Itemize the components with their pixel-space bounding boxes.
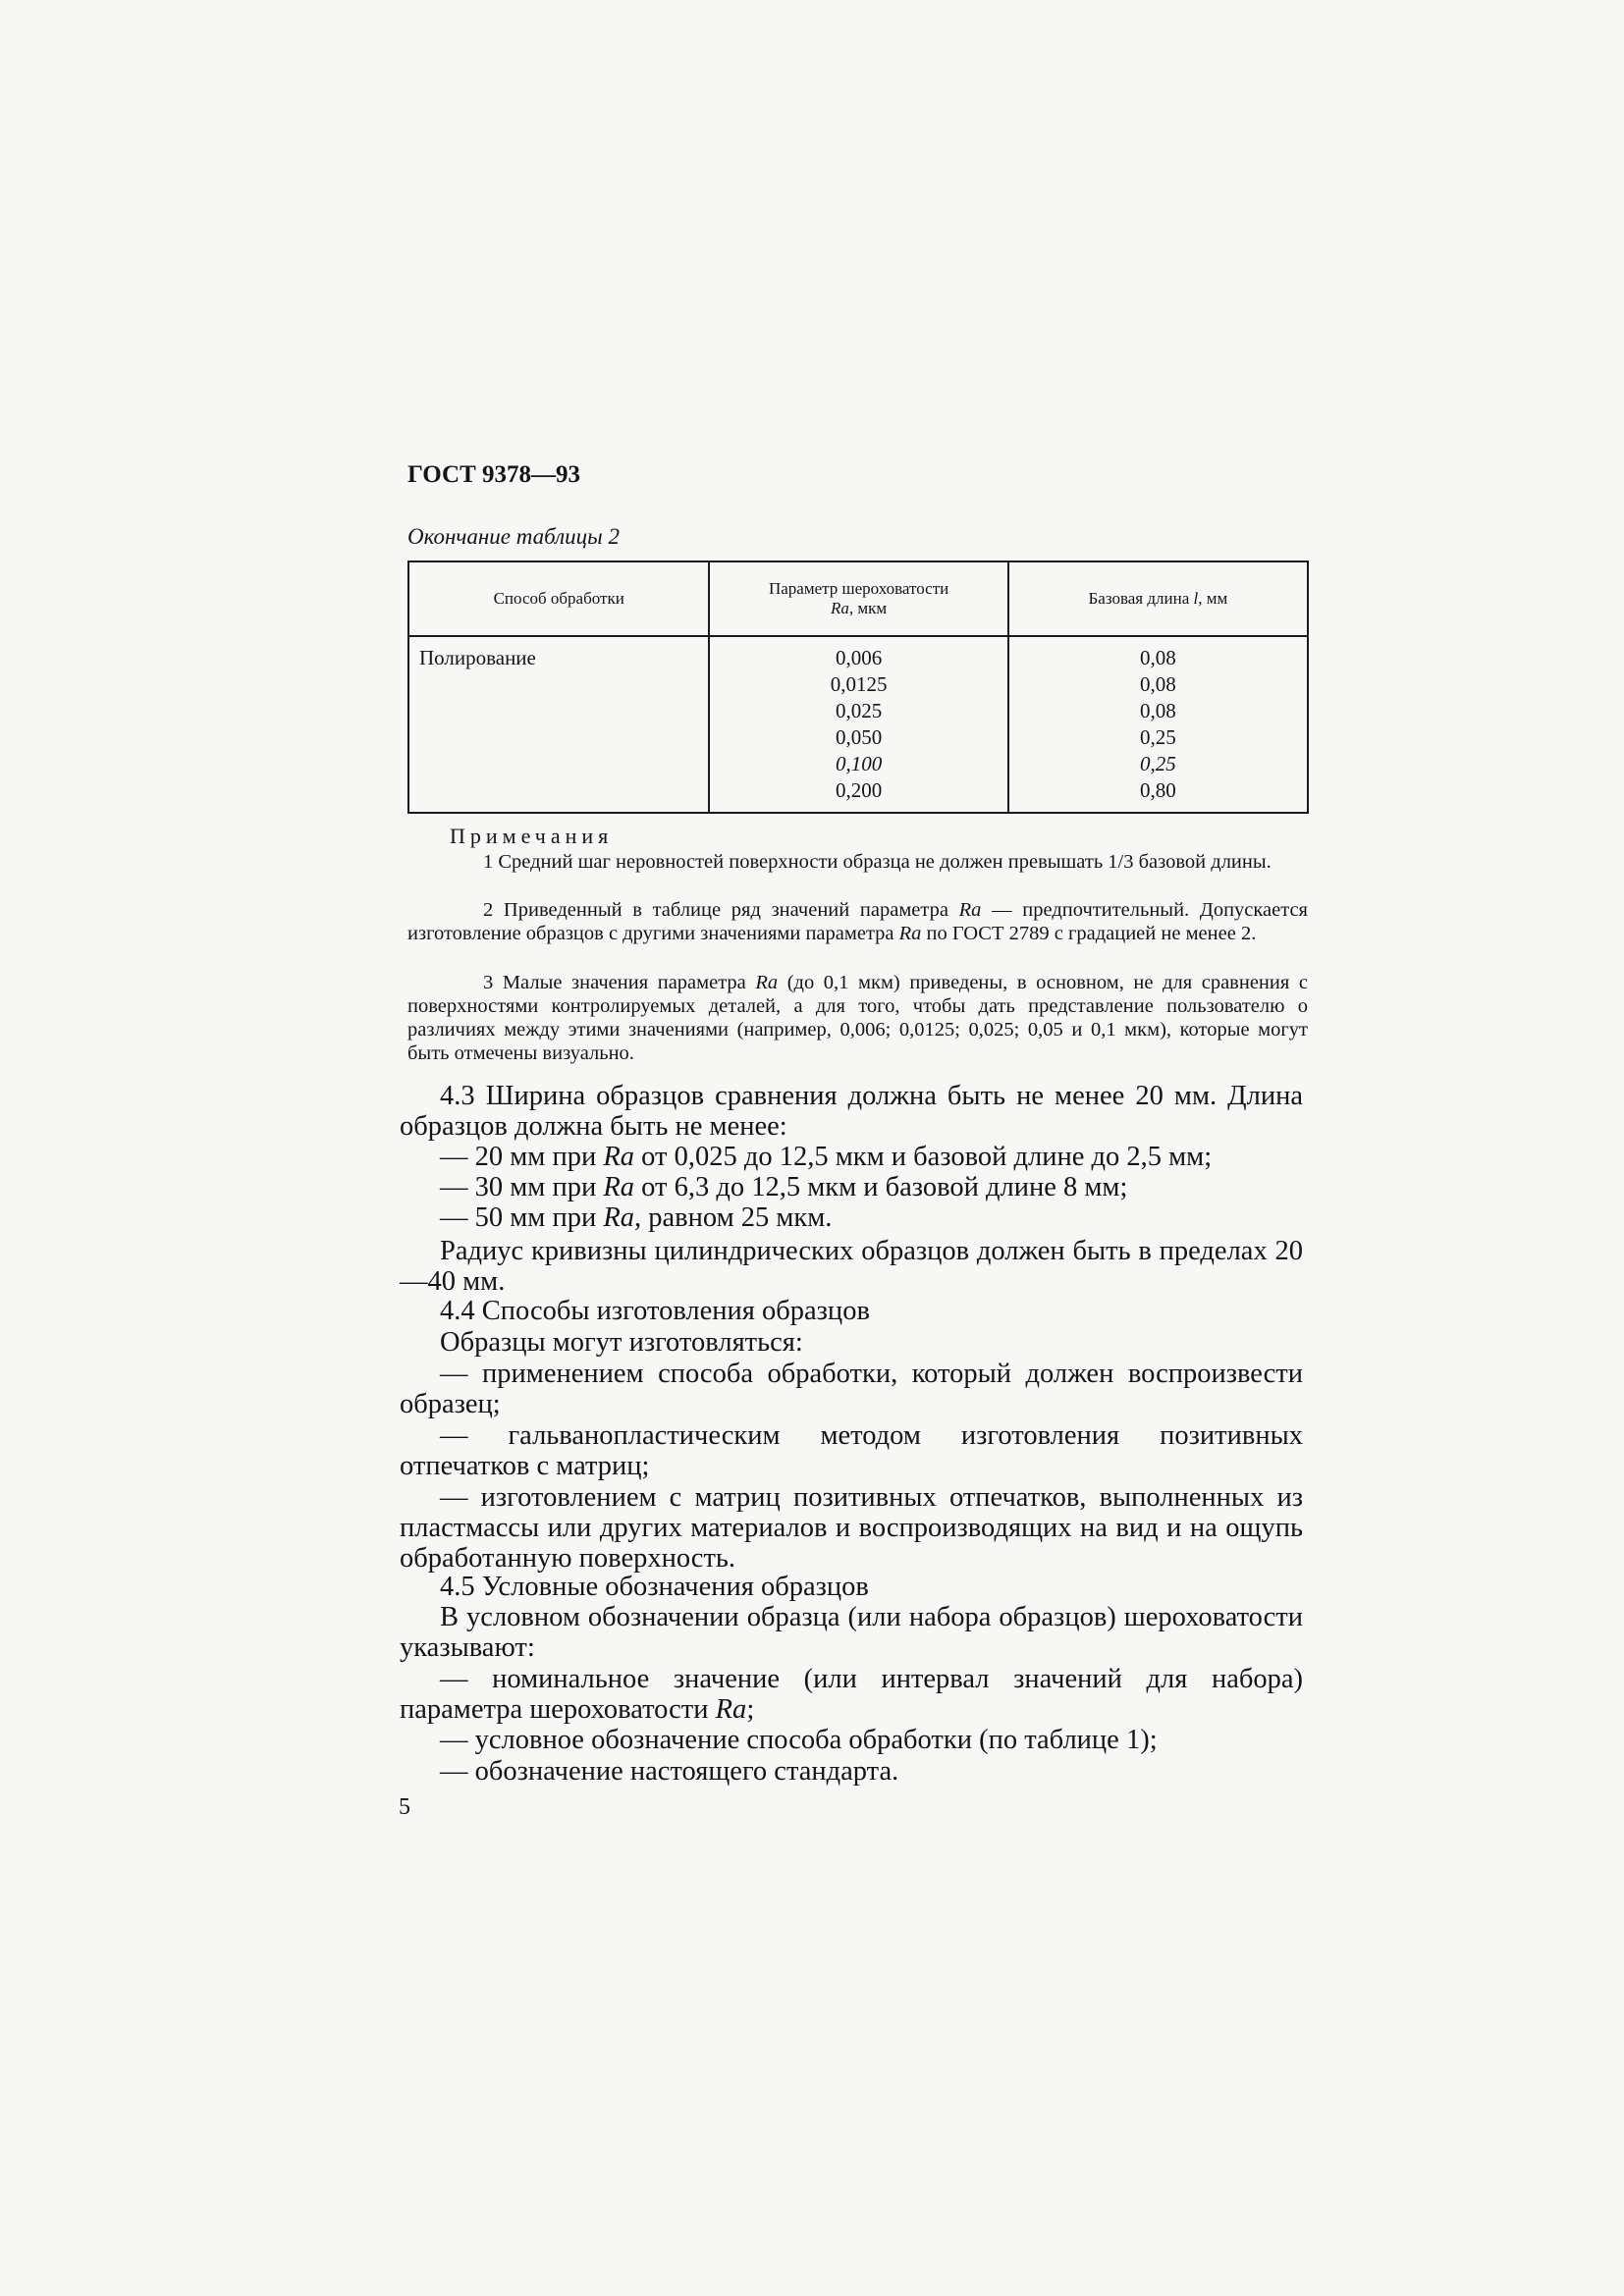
document-code: ГОСТ 9378—93 (407, 461, 581, 488)
base-length-value: 0,80 (1140, 778, 1176, 802)
clause-4-5-heading: 4.5 Условные обозначения образцов (440, 1572, 869, 1602)
ra-symbol: Ra (603, 1142, 634, 1172)
ra-value: 0,050 (835, 725, 883, 749)
col-header-base-length: Базовая длина l, мм (1008, 561, 1308, 636)
ra-symbol: Ra (898, 923, 922, 944)
clause-4-3-intro: 4.3 Ширина образцов сравнения должна быть не менее 20 мм. Длина образцов должна быть не менее: (400, 1081, 1303, 1142)
table-caption: Окончание таблицы 2 (407, 524, 620, 549)
page-number: 5 (399, 1794, 410, 1820)
ra-symbol: Ra (603, 1172, 634, 1202)
col-header-method: Способ обработки (408, 561, 709, 636)
table-header-row (408, 561, 1308, 636)
base-length-value: 0,25 (1140, 725, 1176, 749)
col-header-ra: Параметр шероховатости Ra, мкм (709, 561, 1007, 636)
cell-base-lengths (1008, 636, 1308, 813)
note-1: 1 Средний шаг неровностей поверхности образца не должен превышать 1/3 базовой длины. (483, 851, 1272, 873)
clause-4-4-intro: Образцы могут изготовляться: (440, 1327, 803, 1358)
table-row (408, 636, 1308, 813)
clause-4-3-item-3: — 50 мм при Ra, равном 25 мкм. (440, 1202, 833, 1233)
clause-4-4-heading: 4.4 Способы изготовления образцов (440, 1296, 870, 1326)
base-length-value: 0,08 (1140, 699, 1176, 722)
clause-4-5-item-1: — номинальное значение (или интервал значений для набора) параметра шероховатости Ra; (400, 1664, 1303, 1725)
ra-symbol: Ra (603, 1202, 634, 1233)
ra-value: 0,006 (835, 646, 883, 669)
note-2: 2 Приведенный в таблице ряд значений параметра Ra — предпочтительный. Допускается изготовление образцов с другими значениями параметра Ra по ГОСТ 2789 с градацией не менее 2. (407, 899, 1308, 944)
base-length-value: 0,08 (1140, 646, 1176, 669)
cell-ra-values (709, 636, 1007, 813)
ra-value: 0,025 (835, 699, 883, 722)
clause-4-5-intro: В условном обозначении образца (или набора образцов) шероховатости указывают: (400, 1602, 1303, 1663)
ra-value: 0,0125 (830, 672, 888, 696)
ra-symbol: Ra (831, 599, 849, 617)
ra-symbol: Ra (755, 972, 779, 993)
cell-method: Полирование (408, 636, 709, 813)
ra-symbol: Ra (958, 899, 982, 921)
notes-title: Примечания (450, 824, 614, 848)
clause-4-5-item-3: — обозначение настоящего стандарта. (440, 1756, 899, 1787)
l-symbol: l (1193, 589, 1199, 608)
clause-4-3-item-2: — 30 мм при Ra от 6,3 до 12,5 мкм и базовой длине 8 мм; (440, 1172, 1128, 1202)
clause-4-3-item-1: — 20 мм при Ra от 0,025 до 12,5 мкм и базовой длине до 2,5 мм; (440, 1142, 1213, 1172)
ra-symbol: Ra (715, 1694, 747, 1725)
ra-value: 0,200 (835, 778, 883, 802)
clause-4-5-item-2: — условное обозначение способа обработки (по таблице 1); (440, 1725, 1158, 1755)
base-length-value: 0,08 (1140, 672, 1176, 696)
base-length-value: 0,25 (1140, 752, 1176, 775)
ra-value: 0,100 (835, 752, 883, 775)
clause-4-3-radius: Радиус кривизны цилиндрических образцов должен быть в пределах 20—40 мм. (400, 1236, 1303, 1297)
clause-4-4-item-3: — изготовлением с матриц позитивных отпечатков, выполненных из пластмассы или других материалов и воспроизводящих на вид и на ощупь обработанную поверхность. (400, 1482, 1303, 1574)
clause-4-4-item-1: — применением способа обработки, который должен воспроизвести образец; (400, 1359, 1303, 1419)
note-3: 3 Малые значения параметра Ra (до 0,1 мкм) приведены, в основном, не для сравнения с поверхностями контролируемых деталей, а для того, чтобы дать представление пользователю о различиях между этими значениями (например, 0,006; 0,0125; 0,025; 0,05 и 0,1 мкм), которые могут быть отмечены визуально. (407, 972, 1308, 1064)
clause-4-4-item-2: — гальванопластическим методом изготовления позитивных отпечатков с матриц; (400, 1420, 1303, 1481)
table-2 (407, 561, 1309, 814)
